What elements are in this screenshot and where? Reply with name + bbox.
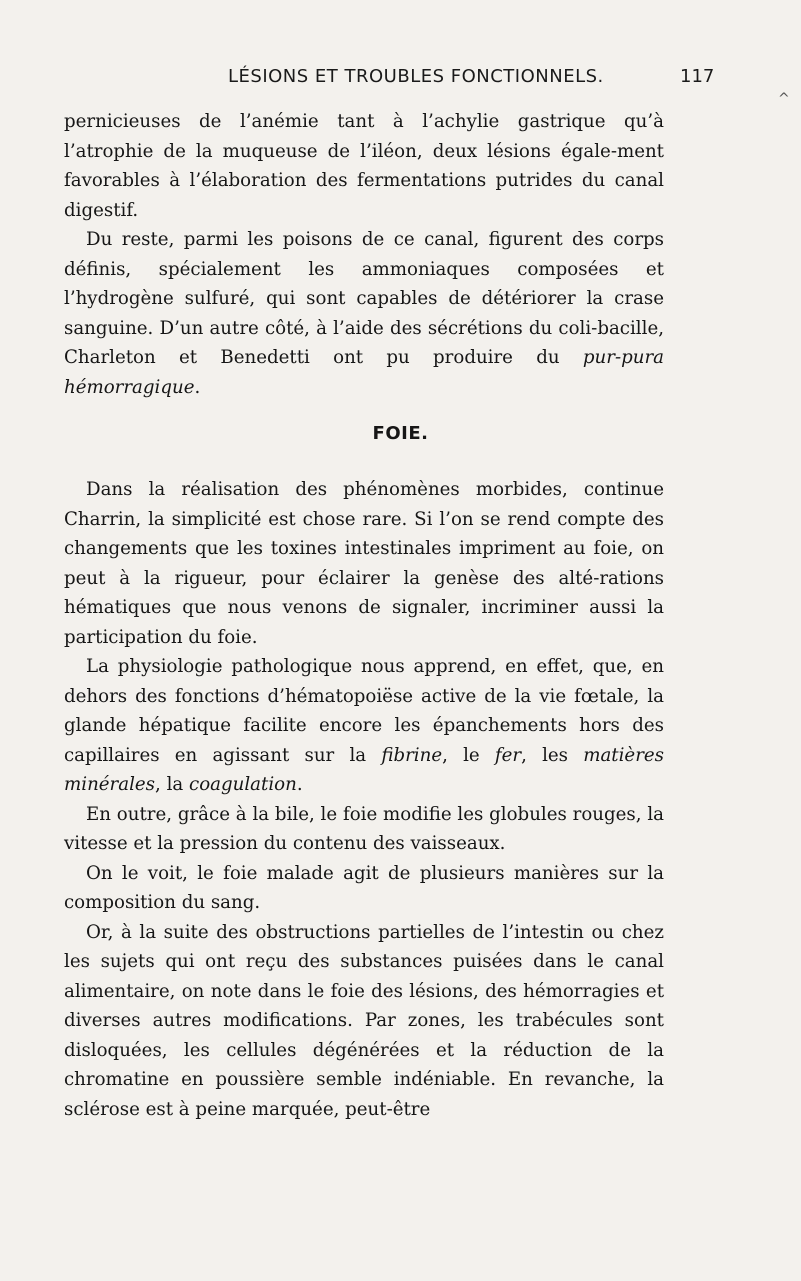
running-header: LÉSIONS ET TROUBLES FONCTIONNELS. bbox=[228, 66, 604, 87]
margin-mark: ^ bbox=[778, 91, 790, 107]
paragraph bbox=[64, 652, 664, 800]
paragraph: On le voit, le foie malade agit de plusieurs manières sur la composition du sang. bbox=[64, 862, 664, 913]
paragraph: Or, à la suite des obstructions partielles de l’intestin ou chez les sujets qui ont reçu des substances puisées dans le canal alimentaire, on note dans le foie des lésions, des hémorragies et diverses autres modifications. Par zones, les trabécules sont disloquées, les cellules dégénérées et la réduction de la chromatine en poussière semble indéniable. En revanche, la sclérose est à peine marquée, peut-être bbox=[64, 921, 664, 1120]
paragraph-text: , la bbox=[155, 774, 184, 795]
paragraph: pernicieuses de l’anémie tant à l’achylie gastrique qu’à l’atrophie de la muqueuse de l’iléon, deux lésions égale-ment favorables à l’élaboration des fermentations putrides du canal digestif. bbox=[64, 111, 664, 221]
paragraph: En outre, grâce à la bile, le foie modifie les globules rouges, la vitesse et la pression du contenu des vaisseaux. bbox=[64, 803, 664, 854]
paragraph bbox=[64, 225, 664, 402]
italic-term: pur-pura hémorragique bbox=[64, 347, 664, 398]
paragraph-text: . bbox=[296, 774, 303, 795]
paragraph-text: Du reste, parmi les poisons de ce canal, figurent des corps définis, spécialement les ammoniaques composées et l’hydrogène sulfuré, qui sont capables de détériorer la crase sanguine. D’un autre côté, à l’aide des sécrétions du coli-bacille, Charleton et Benedetti ont pu produire du bbox=[64, 229, 664, 368]
paragraph-text: , le bbox=[442, 744, 480, 766]
italic-term: fibrine bbox=[381, 744, 443, 766]
italic-term: coagulation bbox=[189, 774, 297, 795]
paragraph-text: La physiologie pathologique nous apprend, en effet, que, en dehors des fonctions d’hématopoiëse active de la vie fœtale, la glande hépatique facilite encore les épanchements hors des capillaires en agissant sur la bbox=[64, 656, 664, 766]
section-heading: FOIE. bbox=[372, 423, 429, 444]
paragraph: Dans la réalisation des phénomènes morbides, continue Charrin, la simplicité est chose rare. Si l’on se rend compte des changements que les toxines intestinales impriment au foie, on peut à la rigueur, pour éclairer la genèse des alté-rations hématiques que nous venons de signaler, incriminer aussi la participation du foie. bbox=[64, 479, 664, 648]
text-block-anemia bbox=[64, 107, 664, 402]
paragraph-text: . bbox=[194, 376, 201, 398]
italic-term: matières minérales bbox=[64, 744, 664, 795]
text-block-foie bbox=[64, 475, 664, 1124]
page-number: 117 bbox=[680, 66, 715, 87]
paragraph-text: , les bbox=[521, 744, 568, 766]
italic-term: fer bbox=[494, 744, 522, 766]
